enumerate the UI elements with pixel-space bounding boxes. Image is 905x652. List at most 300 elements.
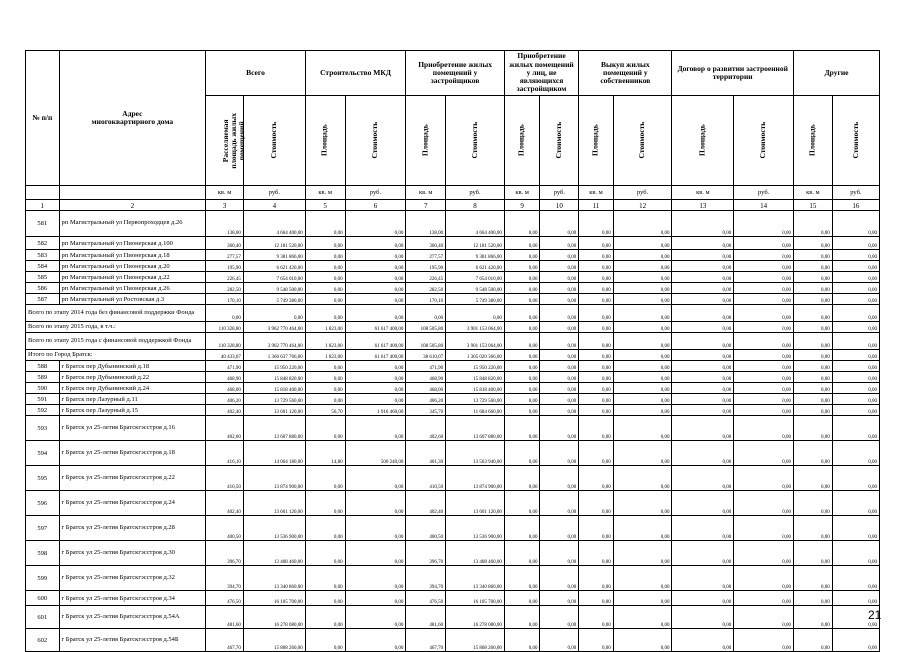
table-row: [26, 294, 880, 305]
cell-value: 0,00: [613, 350, 672, 361]
summary-label: Итого по Город Братск:: [26, 350, 206, 361]
cell-value: 0,00: [305, 361, 345, 372]
cell-value: 15 818 400,00: [243, 383, 305, 394]
cell-value: 0,00: [672, 491, 734, 516]
cell-value: 1 823,00: [305, 322, 345, 333]
cell-value: 0,00: [345, 237, 406, 250]
row-number: 585: [26, 272, 60, 283]
row-address: г Братск ул 25-летия Братскгэсстроя д.54Б: [59, 629, 206, 652]
cell-value: 0,00: [613, 333, 672, 350]
cell-value: 0,00: [734, 272, 794, 283]
cell-value: 0,00: [540, 372, 579, 383]
cell-value: 0,00: [305, 372, 345, 383]
cell-value: 7 654 010,00: [243, 272, 305, 283]
cell-value: 4 664 400,00: [446, 211, 505, 237]
cell-value: 0,00: [793, 541, 832, 566]
cell-value: 0,00: [832, 272, 879, 283]
column-number: 3: [206, 200, 244, 211]
cell-value: 40 433,07: [206, 350, 244, 361]
cell-value: 0,00: [305, 466, 345, 491]
cell-value: 0,00: [672, 211, 734, 237]
row-address: рп Магистральный ул Пионерская д.22: [59, 272, 206, 283]
cell-value: 0,00: [504, 383, 540, 394]
row-address: г Братск ул 25-летия Братскгэсстроя д.22: [59, 466, 206, 491]
cell-value: 402,40: [206, 405, 244, 416]
cell-value: 0,00: [793, 272, 832, 283]
cell-value: 0,00: [504, 211, 540, 237]
column-number: 14: [734, 200, 794, 211]
row-address: г Братск ул 25-летия Братскгэсстроя д.28: [59, 516, 206, 541]
cell-value: 0,00: [793, 394, 832, 405]
cell-value: 0,00: [579, 322, 614, 333]
cell-value: 0,00: [672, 466, 734, 491]
table-row: [26, 466, 880, 491]
cell-value: 396,70: [206, 541, 244, 566]
cell-value: 0,00: [734, 416, 794, 441]
row-address: рп Магистральный ул Пионерская д.20: [59, 261, 206, 272]
table-row: [26, 272, 880, 283]
cell-value: 481,60: [406, 606, 446, 629]
header-label: Стоимость: [269, 122, 279, 159]
cell-value: 0,00: [540, 541, 579, 566]
cell-value: 0,00: [672, 283, 734, 294]
cell-value: 0,00: [305, 541, 345, 566]
cell-value: 0,00: [504, 566, 540, 591]
cell-value: 16 278 080,00: [446, 606, 505, 629]
cell-value: 0,00: [793, 350, 832, 361]
cell-value: 9 381 866,00: [446, 250, 505, 261]
cell-value: 0,00: [672, 606, 734, 629]
unit-label: кв. м: [305, 186, 345, 200]
cell-value: 406,20: [406, 394, 446, 405]
cell-value: 0,00: [305, 591, 345, 606]
cell-value: 0,00: [540, 629, 579, 652]
cell-value: 0,00: [734, 261, 794, 272]
cell-value: 0,00: [243, 305, 305, 322]
cell-value: 170,10: [406, 294, 446, 305]
cell-value: 0,00: [305, 294, 345, 305]
cell-value: 0,00: [579, 261, 614, 272]
cell-value: 0,00: [579, 333, 614, 350]
cell-value: 0,00: [793, 250, 832, 261]
column-number: 13: [672, 200, 734, 211]
cell-value: 0,00: [305, 516, 345, 541]
row-number: 600: [26, 591, 60, 606]
cell-value: 0,00: [504, 250, 540, 261]
cell-value: 0,00: [504, 394, 540, 405]
column-number: 5: [305, 200, 345, 211]
cell-value: 0,00: [579, 394, 614, 405]
cell-value: 0,00: [793, 322, 832, 333]
resettlement-table: [25, 50, 880, 652]
cell-value: 15 848 820,00: [446, 372, 505, 383]
cell-value: 0,00: [579, 305, 614, 322]
summary-label: Всего по этапу 2015 года с финансовой поддержкой Фонда: [26, 333, 206, 350]
cell-value: 0,00: [832, 333, 879, 350]
cell-value: 0,00: [672, 250, 734, 261]
cell-value: 476,50: [206, 591, 244, 606]
cell-value: 0,00: [672, 237, 734, 250]
column-number: 6: [345, 200, 406, 211]
cell-value: 402,60: [206, 416, 244, 441]
cell-value: 0,00: [540, 566, 579, 591]
header-address: Адрес многоквартирного дома: [59, 51, 206, 186]
header-group: Другие: [793, 51, 879, 96]
cell-value: 0,00: [832, 383, 879, 394]
row-address: рп Магистральный ул Первопроходцев д.26: [59, 211, 206, 237]
cell-value: 468,90: [206, 372, 244, 383]
cell-value: 0,00: [672, 294, 734, 305]
cell-value: 0,00: [345, 516, 406, 541]
cell-value: 226,45: [406, 272, 446, 283]
table-row: [26, 394, 880, 405]
unit-label: кв. м: [504, 186, 540, 200]
cell-value: 0,00: [345, 416, 406, 441]
cell-value: 0,00: [793, 566, 832, 591]
cell-value: 406,20: [206, 394, 244, 405]
cell-value: 0,00: [734, 237, 794, 250]
cell-value: 0,00: [613, 372, 672, 383]
header-label: Стоимость: [850, 122, 860, 159]
cell-value: 0,00: [734, 405, 794, 416]
cell-value: 0,00: [305, 305, 345, 322]
row-number: 592: [26, 405, 60, 416]
cell-value: 0,00: [613, 629, 672, 652]
cell-value: 402,40: [406, 491, 446, 516]
cell-value: 4 664 400,00: [243, 211, 305, 237]
cell-value: 0,00: [579, 272, 614, 283]
cell-value: 15 808 260,00: [446, 629, 505, 652]
cell-value: 13 874 900,00: [243, 466, 305, 491]
cell-value: 0,00: [504, 322, 540, 333]
cell-value: 15 808 260,00: [243, 629, 305, 652]
cell-value: 0,00: [734, 283, 794, 294]
row-number: 594: [26, 441, 60, 466]
table-row: [26, 416, 880, 441]
cell-value: 0,00: [613, 361, 672, 372]
cell-value: 0,00: [406, 305, 446, 322]
cell-value: 110 328,80: [206, 333, 244, 350]
cell-value: 0,00: [504, 606, 540, 629]
cell-value: 0,00: [579, 361, 614, 372]
cell-value: 0,00: [540, 211, 579, 237]
cell-value: 0,00: [832, 405, 879, 416]
cell-value: 16 105 700,00: [446, 591, 505, 606]
row-address: г Братск ул 25-летия Братскгэсстроя д.16: [59, 416, 206, 441]
row-address: г Братск пер Лазурный д.15: [59, 405, 206, 416]
header-label: Площадь: [420, 124, 430, 157]
table-row: [26, 491, 880, 516]
header-label: Расселяемая площадь жилых помещений: [221, 112, 246, 169]
header-group: Выкуп жилых помещений у собственников: [579, 51, 672, 96]
cell-value: 1 305 020 366,00: [446, 350, 505, 361]
cell-value: 138,00: [206, 211, 244, 237]
cell-value: 277,57: [406, 250, 446, 261]
cell-value: 0,00: [832, 606, 879, 629]
cell-value: 0,00: [504, 372, 540, 383]
cell-value: 195,90: [406, 261, 446, 272]
cell-value: 0,00: [345, 606, 406, 629]
cell-value: 0,00: [793, 294, 832, 305]
cell-value: 0,00: [734, 350, 794, 361]
cell-value: 0,00: [504, 361, 540, 372]
cell-value: 0,00: [345, 372, 406, 383]
row-number: 593: [26, 416, 60, 441]
cell-value: 0,00: [305, 272, 345, 283]
cell-value: 0,00: [832, 237, 879, 250]
column-number: 12: [613, 200, 672, 211]
cell-value: 481,60: [206, 606, 244, 629]
row-number: 583: [26, 250, 60, 261]
cell-value: 0,00: [672, 591, 734, 606]
cell-value: 0,00: [613, 237, 672, 250]
header-group: Договор о развитии застроенной территории: [672, 51, 794, 96]
cell-value: 0,00: [832, 322, 879, 333]
table-row: [26, 350, 880, 361]
header-group: Всего: [206, 51, 306, 96]
cell-value: 0,00: [504, 405, 540, 416]
row-address: рп Магистральный ул Пионерская д.26: [59, 283, 206, 294]
cell-value: 0,00: [672, 333, 734, 350]
header-label: Площадь: [320, 124, 330, 157]
row-address: рп Магистральный ул Пионерская д.18: [59, 250, 206, 261]
cell-value: 0,00: [540, 261, 579, 272]
row-address: рп Магистральный ул Ростовская д.3: [59, 294, 206, 305]
row-number: 590: [26, 383, 60, 394]
cell-value: 0,00: [345, 272, 406, 283]
cell-value: 0,00: [579, 294, 614, 305]
cell-value: 0,00: [579, 283, 614, 294]
cell-value: 0,00: [672, 516, 734, 541]
cell-value: 0,00: [345, 294, 406, 305]
cell-value: 396,70: [406, 541, 446, 566]
cell-value: 61 617 400,00: [345, 350, 406, 361]
row-number: 588: [26, 361, 60, 372]
cell-value: 0,00: [540, 333, 579, 350]
cell-value: 0,00: [345, 211, 406, 237]
cell-value: 467,70: [406, 629, 446, 652]
cell-value: 0,00: [734, 211, 794, 237]
cell-value: 56,70: [305, 405, 345, 416]
cell-value: 0,00: [793, 405, 832, 416]
row-number: 599: [26, 566, 60, 591]
cell-value: 0,00: [613, 383, 672, 394]
cell-value: 0,00: [579, 350, 614, 361]
cell-value: 195,90: [206, 261, 244, 272]
cell-value: 0,00: [305, 606, 345, 629]
cell-value: 0,00: [504, 261, 540, 272]
cell-value: 0,00: [579, 383, 614, 394]
cell-value: 0,00: [734, 516, 794, 541]
cell-value: 0,00: [832, 441, 879, 466]
row-number: 591: [26, 394, 60, 405]
cell-value: 0,00: [613, 416, 672, 441]
cell-value: 13 729 560,00: [243, 394, 305, 405]
header-area: [579, 96, 614, 186]
cell-value: 0,00: [793, 361, 832, 372]
cell-value: 108 505,80: [406, 333, 446, 350]
cell-value: 108 505,80: [406, 322, 446, 333]
cell-value: 0,00: [345, 383, 406, 394]
cell-value: 0,00: [579, 416, 614, 441]
row-number: 598: [26, 541, 60, 566]
column-number: 10: [540, 200, 579, 211]
header-label: Стоимость: [370, 122, 380, 159]
cell-value: 0,00: [793, 333, 832, 350]
header-num: № п/п: [26, 51, 60, 186]
cell-value: 410,50: [206, 466, 244, 491]
cell-value: 0,00: [345, 305, 406, 322]
cell-value: 0,00: [734, 629, 794, 652]
cell-value: 13 340 860,00: [446, 566, 505, 591]
header-area: [672, 96, 734, 186]
cell-value: 1 823,00: [305, 333, 345, 350]
cell-value: 0,00: [613, 541, 672, 566]
cell-value: 0,00: [579, 441, 614, 466]
header-label: Площадь: [517, 124, 527, 157]
cell-value: 0,00: [579, 566, 614, 591]
unit-label: руб.: [243, 186, 305, 200]
cell-value: 0,00: [540, 591, 579, 606]
cell-value: 0,00: [613, 261, 672, 272]
row-number: 595: [26, 466, 60, 491]
cell-value: 110 328,80: [206, 322, 244, 333]
header-cost: [243, 96, 305, 186]
cell-value: 13 536 900,00: [446, 516, 505, 541]
cell-value: 0,00: [613, 283, 672, 294]
cell-value: 15 950 220,00: [243, 361, 305, 372]
cell-value: 0,00: [540, 383, 579, 394]
cell-value: 402,60: [406, 416, 446, 441]
row-number: 601: [26, 606, 60, 629]
cell-value: 0,00: [613, 566, 672, 591]
cell-value: 0,00: [613, 591, 672, 606]
table-row: [26, 305, 880, 322]
unit-label: кв. м: [579, 186, 614, 200]
cell-value: 15 950 220,00: [446, 361, 505, 372]
cell-value: 0,00: [672, 272, 734, 283]
cell-value: 0,00: [345, 629, 406, 652]
table-row: [26, 372, 880, 383]
cell-value: 500 240,00: [345, 441, 406, 466]
cell-value: 0,00: [793, 372, 832, 383]
header-area: [305, 96, 345, 186]
cell-value: 13 729 560,00: [446, 394, 505, 405]
cell-value: 0,00: [832, 541, 879, 566]
table-row: [26, 516, 880, 541]
row-address: г Братск ул 25-летия Братскгэсстроя д.32: [59, 566, 206, 591]
cell-value: 0,00: [540, 606, 579, 629]
cell-value: 138,00: [406, 211, 446, 237]
cell-value: 0,00: [540, 237, 579, 250]
cell-value: 0,00: [540, 294, 579, 305]
header-group: Приобретение жилых помещений у застройщиков: [406, 51, 505, 96]
cell-value: 0,00: [832, 516, 879, 541]
cell-value: 401,30: [406, 441, 446, 466]
cell-value: 0,00: [613, 394, 672, 405]
column-number: 11: [579, 200, 614, 211]
cell-value: 400,50: [206, 516, 244, 541]
cell-value: 0,00: [734, 305, 794, 322]
cell-value: 0,00: [832, 261, 879, 272]
cell-value: 0,00: [832, 491, 879, 516]
row-number: 586: [26, 283, 60, 294]
cell-value: 476,50: [406, 591, 446, 606]
column-number: 15: [793, 200, 832, 211]
cell-value: 0,00: [793, 629, 832, 652]
cell-value: 0,00: [613, 441, 672, 466]
header-label: Стоимость: [469, 122, 479, 159]
cell-value: 1 916 460,00: [345, 405, 406, 416]
cell-value: 0,00: [579, 466, 614, 491]
cell-value: 0,00: [504, 541, 540, 566]
cell-value: 0,00: [734, 441, 794, 466]
cell-value: 0,00: [345, 261, 406, 272]
cell-value: 0,00: [540, 322, 579, 333]
cell-value: 0,00: [540, 466, 579, 491]
header-area: [504, 96, 540, 186]
unit-label: руб.: [613, 186, 672, 200]
cell-value: 0,00: [579, 516, 614, 541]
cell-value: 0,00: [672, 383, 734, 394]
cell-value: 13 563 940,00: [446, 441, 505, 466]
cell-value: 0,00: [734, 466, 794, 491]
cell-value: 0,00: [613, 322, 672, 333]
cell-value: 0,00: [579, 541, 614, 566]
cell-value: 13 408 460,00: [446, 541, 505, 566]
cell-value: 0,00: [613, 606, 672, 629]
cell-value: 0,00: [734, 250, 794, 261]
row-address: г Братск ул 25-летия Братскгэсстроя д.54А: [59, 606, 206, 629]
table-row: [26, 283, 880, 294]
header-area: [793, 96, 832, 186]
cell-value: 0,00: [446, 305, 505, 322]
cell-value: 13 536 900,00: [243, 516, 305, 541]
table-row: [26, 591, 880, 606]
table-row: [26, 261, 880, 272]
cell-value: 13 601 120,00: [446, 491, 505, 516]
cell-value: 0,00: [832, 591, 879, 606]
row-number: 589: [26, 372, 60, 383]
cell-value: 12 181 520,00: [446, 237, 505, 250]
cell-value: 0,00: [305, 566, 345, 591]
cell-value: 0,00: [734, 566, 794, 591]
cell-value: 0,00: [613, 491, 672, 516]
cell-value: 0,00: [540, 416, 579, 441]
cell-value: 0,00: [613, 294, 672, 305]
cell-value: 0,00: [613, 272, 672, 283]
cell-value: 0,00: [206, 305, 244, 322]
cell-value: 0,00: [345, 541, 406, 566]
cell-value: 0,00: [504, 305, 540, 322]
cell-value: 0,00: [345, 491, 406, 516]
cell-value: 3 962 770 464,00: [243, 333, 305, 350]
cell-value: 0,00: [793, 283, 832, 294]
cell-value: 394,70: [406, 566, 446, 591]
cell-value: 0,00: [540, 394, 579, 405]
cell-value: 0,00: [734, 606, 794, 629]
cell-value: 0,00: [832, 350, 879, 361]
unit-label: кв. м: [406, 186, 446, 200]
cell-value: 0,00: [504, 491, 540, 516]
cell-value: 0,00: [734, 591, 794, 606]
cell-value: 0,00: [832, 305, 879, 322]
cell-value: 13 340 860,00: [243, 566, 305, 591]
header-resettled-area: [206, 96, 244, 186]
cell-value: 0,00: [832, 466, 879, 491]
cell-value: 0,00: [832, 250, 879, 261]
cell-value: 0,00: [504, 441, 540, 466]
